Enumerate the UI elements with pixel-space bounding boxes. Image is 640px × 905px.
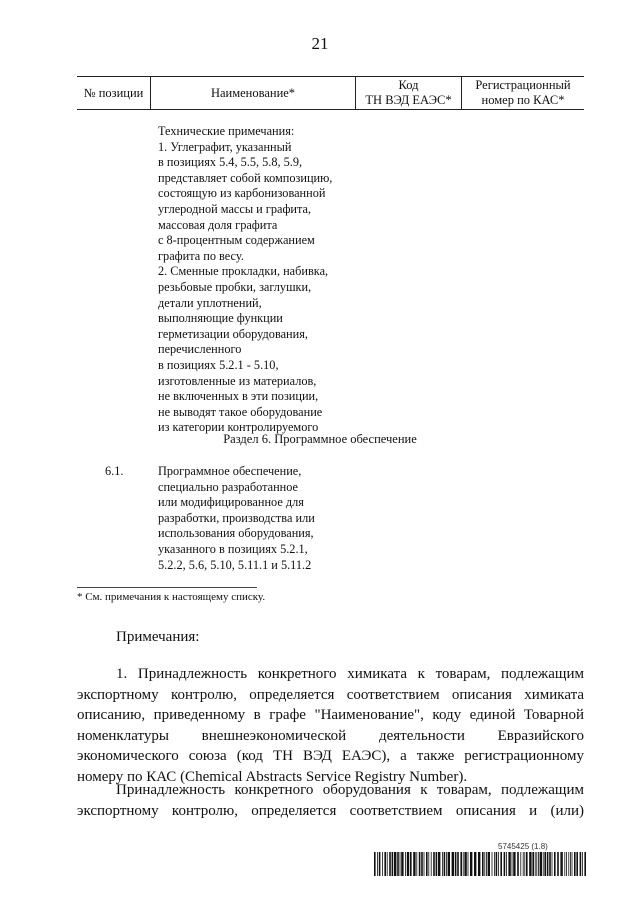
paragraph-2 [77, 780, 584, 821]
notes-line: детали уплотнений, [158, 295, 262, 310]
row-line: Программное обеспечение, [158, 464, 302, 478]
paragraph-line: Принадлежность конкретного оборудования к товарам, подлежащим [116, 782, 584, 798]
header-name: Наименование* [150, 77, 355, 109]
row-line: или модифицированное для [158, 495, 304, 510]
paragraph-line: описанию, приведенному в графе "Наименование", коду единой Товарной [77, 707, 584, 723]
header-code-line1: Код [398, 78, 419, 92]
notes-line: состоящую из карбонизованной [158, 186, 326, 201]
header-code [355, 77, 461, 109]
notes-line: углеродной массы и графита, [158, 201, 312, 216]
notes-line: представляет собой композицию, [158, 170, 333, 185]
notes-line: с 8-процентным содержанием [158, 233, 315, 248]
notes-heading: Примечания: [116, 629, 200, 645]
paragraph-line: экспортному контролю, определяется соответствием описания и (или) [77, 802, 584, 819]
page-number: 21 [311, 34, 329, 53]
footnote: * См. примечания к настоящему списку. [77, 591, 266, 603]
header-registry [461, 77, 584, 109]
technical-notes [158, 124, 398, 436]
notes-line: из категории контролируемого [158, 420, 319, 435]
footnote-divider [77, 587, 257, 588]
notes-line: в позициях 5.4, 5.5, 5.8, 5.9, [158, 155, 303, 170]
paragraph-1 [77, 664, 584, 787]
notes-line: перечисленного [158, 342, 242, 357]
barcode-icon [374, 852, 586, 876]
notes-line: герметизации оборудования, [158, 326, 308, 341]
row-description [158, 464, 398, 573]
paragraph-line: номенклатуры внешнеэкономической деятельности Евразийского [77, 727, 584, 744]
paragraph-line: экспортному контролю, определяется соответствием описания химиката [77, 686, 584, 703]
header-reg-line1: Регистрационный [475, 78, 571, 92]
paragraph-line: экономического союза (код ТН ВЭД ЕАЭС), а также регистрационному [77, 748, 584, 764]
notes-line: не выводят такое оборудование [158, 404, 323, 419]
document-code: 5745425 (1.8) [498, 842, 548, 851]
notes-line: резьбовые пробки, заглушки, [158, 279, 312, 294]
header-position: № позиции [83, 85, 144, 100]
notes-line: Технические примечания: [158, 124, 295, 138]
header-reg-line2: номер по КАС* [481, 93, 565, 107]
paragraph-line: 1. Принадлежность конкретного химиката к товарам, подлежащим [116, 666, 584, 682]
row-line: специально разработанное [158, 479, 298, 494]
header-code-line2: ТН ВЭД ЕАЭС* [365, 93, 452, 107]
row-line: разработки, производства или [158, 510, 315, 525]
section-title: Раздел 6. Программное обеспечение [223, 432, 417, 446]
notes-line: выполняющие функции [158, 311, 283, 326]
notes-line: в позициях 5.2.1 - 5.10, [158, 357, 279, 372]
row-line: использования оборудования, [158, 526, 314, 541]
notes-line: 1. Углеграфит, указанный [158, 139, 292, 154]
notes-line: 2. Сменные прокладки, набивка, [158, 264, 329, 279]
paragraph-line: номеру по КАС (Chemical Abstracts Service Registry Number). [77, 768, 468, 785]
notes-line: не включенных в эти позиции, [158, 389, 319, 404]
notes-line: изготовленные из материалов, [158, 373, 317, 388]
row-line: 5.2.2, 5.6, 5.10, 5.11.1 и 5.11.2 [158, 557, 312, 572]
notes-line: массовая доля графита [158, 217, 278, 232]
row-number: 6.1. [105, 464, 124, 478]
notes-line: графита по весу. [158, 248, 244, 263]
table-header [77, 76, 584, 110]
row-line: указанного в позициях 5.2.1, [158, 541, 308, 556]
